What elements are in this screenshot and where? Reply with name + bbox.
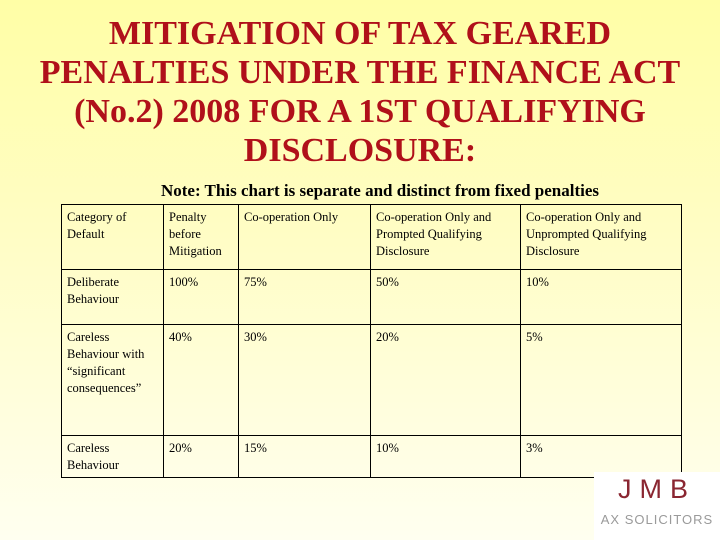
row-category: Deliberate Behaviour <box>62 270 164 325</box>
firm-logo <box>594 472 720 540</box>
row-value: 10% <box>521 270 682 325</box>
row-value: 20% <box>371 325 521 436</box>
title-line-1: MITIGATION OF TAX GEARED <box>108 15 612 52</box>
row-category: Careless Behaviour <box>62 436 164 478</box>
header-category: Category of Default <box>62 205 164 270</box>
title-line-2: PENALTIES UNDER THE FINANCE ACT <box>39 54 681 91</box>
row-category: Careless Behaviour with “significant consequences” <box>62 325 164 436</box>
header-prompted: Co-operation Only and Prompted Qualifying Disclosure <box>371 205 521 270</box>
row-value: 30% <box>239 325 371 436</box>
row-value: 40% <box>164 325 239 436</box>
row-value: 100% <box>164 270 239 325</box>
header-unprompted: Co-operation Only and Unprompted Qualifying Disclosure <box>521 205 682 270</box>
table-header-row <box>62 205 682 270</box>
table-row <box>62 325 682 436</box>
table-row <box>62 436 682 478</box>
row-value: 75% <box>239 270 371 325</box>
row-value: 20% <box>164 436 239 478</box>
row-value: 15% <box>239 436 371 478</box>
page-title <box>0 14 720 170</box>
logo-subtitle: AX SOLICITORS <box>600 512 714 527</box>
logo-letters: JMB <box>618 474 696 504</box>
header-cooperation-only: Co-operation Only <box>239 205 371 270</box>
row-value: 50% <box>371 270 521 325</box>
penalty-table <box>61 204 682 478</box>
header-penalty-before: Penalty before Mitigation <box>164 205 239 270</box>
table-row <box>62 270 682 325</box>
title-line-4: DISCLOSURE: <box>243 132 477 169</box>
row-value: 3% <box>521 436 682 478</box>
row-value: 10% <box>371 436 521 478</box>
row-value: 5% <box>521 325 682 436</box>
title-line-3: (No.2) 2008 FOR A 1ST QUALIFYING <box>74 93 646 130</box>
note-text: Note: This chart is separate and distinct from fixed penalties <box>160 181 600 200</box>
